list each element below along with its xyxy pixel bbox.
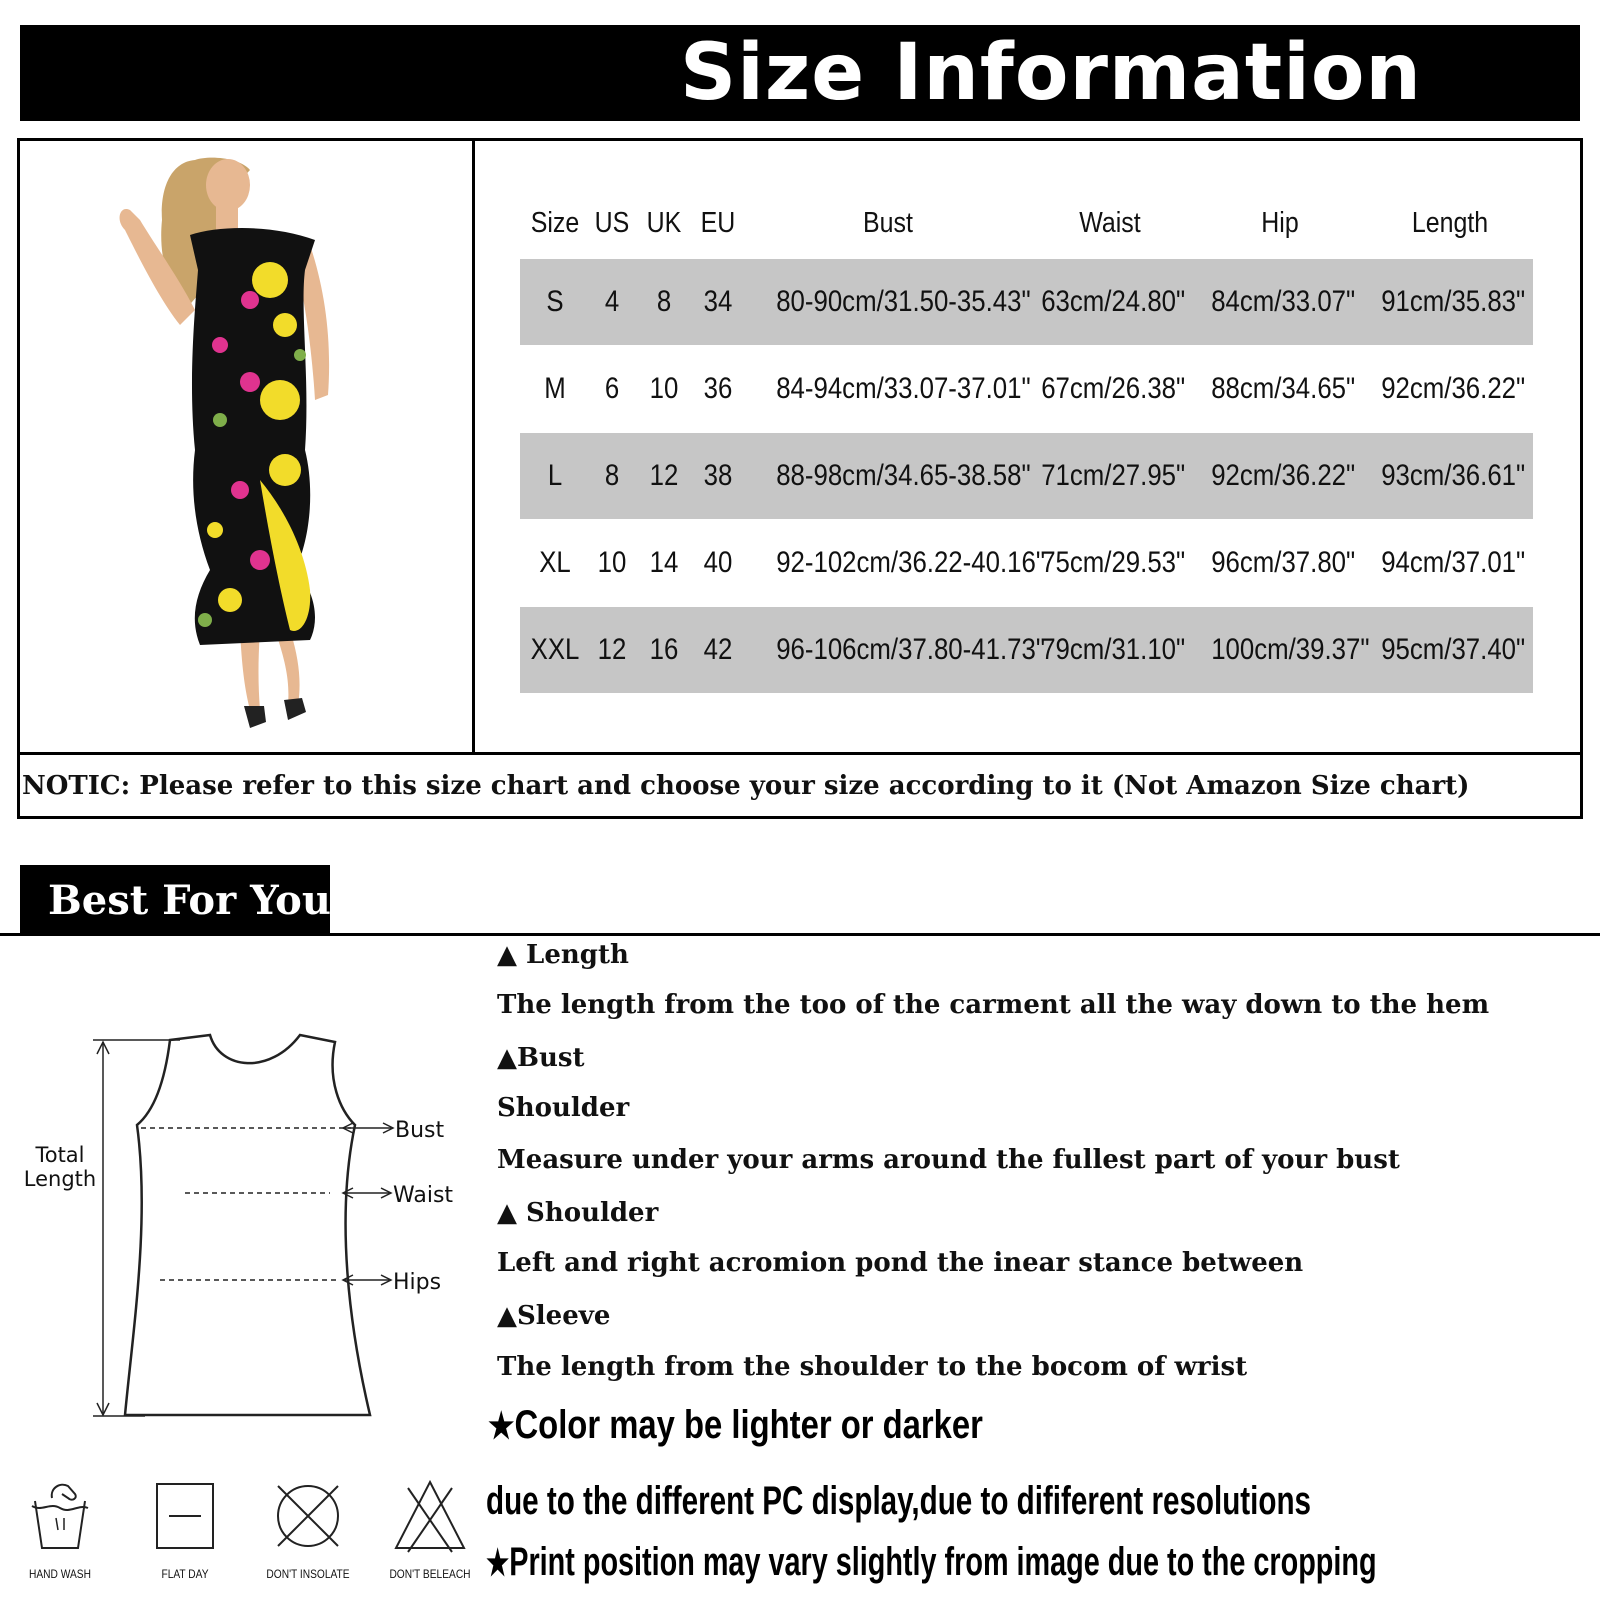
total-length-label: Total — [35, 1143, 85, 1167]
cell-length: 95cm/37.40" — [1381, 633, 1526, 666]
waist-label: Waist — [393, 1183, 454, 1208]
header-hip: Hip — [1261, 207, 1299, 239]
cell-uk: 10 — [649, 372, 679, 405]
color-note — [488, 1403, 983, 1448]
display-note: due to the different PC display,due to dififerent resolutions — [486, 1479, 1312, 1523]
cell-us: 8 — [604, 459, 620, 492]
cell-size: L — [547, 459, 563, 492]
cell-hip: 84cm/33.07" — [1211, 285, 1356, 318]
care-label-dont-insolate: DON'T INSOLATE — [266, 1567, 350, 1581]
cell-uk: 16 — [649, 633, 679, 666]
star-icon: ★ — [486, 1542, 510, 1583]
header-waist: Waist — [1079, 207, 1141, 239]
cell-hip: 96cm/37.80" — [1211, 546, 1356, 579]
cell-us: 10 — [597, 546, 627, 579]
do-not-bleach-icon — [390, 1476, 470, 1556]
section-title: Best For You — [48, 877, 331, 924]
do-not-sun-dry-icon — [268, 1476, 348, 1556]
cell-waist: 67cm/26.38" — [1041, 372, 1186, 405]
cell-us: 4 — [604, 285, 620, 318]
cell-length: 92cm/36.22" — [1381, 372, 1526, 405]
text-length: The length from the too of the carment all the way down to the hem — [497, 990, 1490, 1020]
cell-eu: 40 — [703, 546, 733, 579]
size-notice: NOTIC: Please refer to this size chart and choose your size according to it (Not Amazon Size chart) — [22, 771, 1470, 801]
flat-dry-icon — [145, 1476, 225, 1556]
cell-waist: 71cm/27.95" — [1041, 459, 1186, 492]
hand-wash-icon — [20, 1476, 100, 1556]
cell-eu: 36 — [703, 372, 733, 405]
page-title: Size Information — [680, 28, 1422, 118]
text-sleeve: The length from the shoulder to the bocom of wrist — [497, 1352, 1248, 1382]
print-note-text: Print position may vary slightly from image due to the cropping — [509, 1540, 1377, 1584]
cell-bust: 84-94cm/33.07-37.01" — [776, 372, 1031, 405]
text-bust: Measure under your arms around the fullest part of your bust — [497, 1145, 1400, 1175]
cell-hip: 100cm/39.37" — [1211, 633, 1370, 666]
cell-us: 12 — [597, 633, 627, 666]
cell-size: XL — [539, 546, 571, 579]
care-label-dont-bleach: DON'T BELEACH — [389, 1567, 471, 1581]
header-us: US — [594, 207, 630, 239]
cell-bust: 80-90cm/31.50-35.43" — [776, 285, 1031, 318]
divider — [472, 139, 475, 753]
cell-bust: 88-98cm/34.65-38.58" — [776, 459, 1031, 492]
header-bust: Bust — [863, 207, 913, 239]
cell-waist: 63cm/24.80" — [1041, 285, 1186, 318]
best-for-you-tab — [20, 865, 330, 935]
header-eu: EU — [700, 207, 736, 239]
divider — [0, 933, 1600, 936]
text-shoulder-label: Shoulder — [497, 1093, 630, 1123]
title-banner — [20, 25, 1580, 121]
header-length: Length — [1411, 207, 1489, 239]
cell-us: 6 — [604, 372, 620, 405]
text-shoulder: Left and right acromion pond the inear stance between — [497, 1248, 1304, 1278]
cell-size: S — [546, 285, 564, 318]
care-label-hand-wash: HAND WASH — [29, 1567, 91, 1581]
cell-size: XXL — [530, 633, 580, 666]
cell-length: 91cm/35.83" — [1381, 285, 1526, 318]
cell-uk: 12 — [649, 459, 679, 492]
cell-hip: 88cm/34.65" — [1211, 372, 1356, 405]
cell-bust: 96-106cm/37.80-41.73" — [776, 633, 1045, 666]
dress-photo — [100, 150, 360, 740]
cell-waist: 75cm/29.53" — [1041, 546, 1186, 579]
cell-eu: 34 — [703, 285, 733, 318]
cell-length: 93cm/36.61" — [1381, 459, 1526, 492]
care-label-flat-dry: FLAT DAY — [161, 1567, 209, 1581]
cell-waist: 79cm/31.10" — [1041, 633, 1186, 666]
cell-length: 94cm/37.01" — [1381, 546, 1526, 579]
star-icon: ★ — [488, 1405, 515, 1446]
cell-eu: 42 — [703, 633, 733, 666]
hips-label: Hips — [393, 1270, 442, 1295]
cell-size: M — [544, 372, 566, 405]
cell-eu: 38 — [703, 459, 733, 492]
cell-hip: 92cm/36.22" — [1211, 459, 1356, 492]
header-uk: UK — [646, 207, 682, 239]
heading-sleeve: ▲Sleeve — [497, 1301, 611, 1331]
color-note-text: Color may be lighter or darker — [514, 1403, 983, 1447]
cell-bust: 92-102cm/36.22-40.16" — [776, 546, 1045, 579]
cell-uk: 8 — [656, 285, 672, 318]
cell-uk: 14 — [649, 546, 679, 579]
heading-shoulder: ▲ Shoulder — [497, 1198, 659, 1228]
measurement-diagram — [15, 1030, 475, 1430]
total-length-label: Length — [23, 1167, 97, 1191]
print-note — [486, 1540, 1377, 1585]
header-size: Size — [530, 207, 580, 239]
bust-label: Bust — [395, 1118, 445, 1143]
heading-length: ▲ Length — [497, 940, 629, 970]
heading-bust: ▲Bust — [497, 1043, 585, 1073]
